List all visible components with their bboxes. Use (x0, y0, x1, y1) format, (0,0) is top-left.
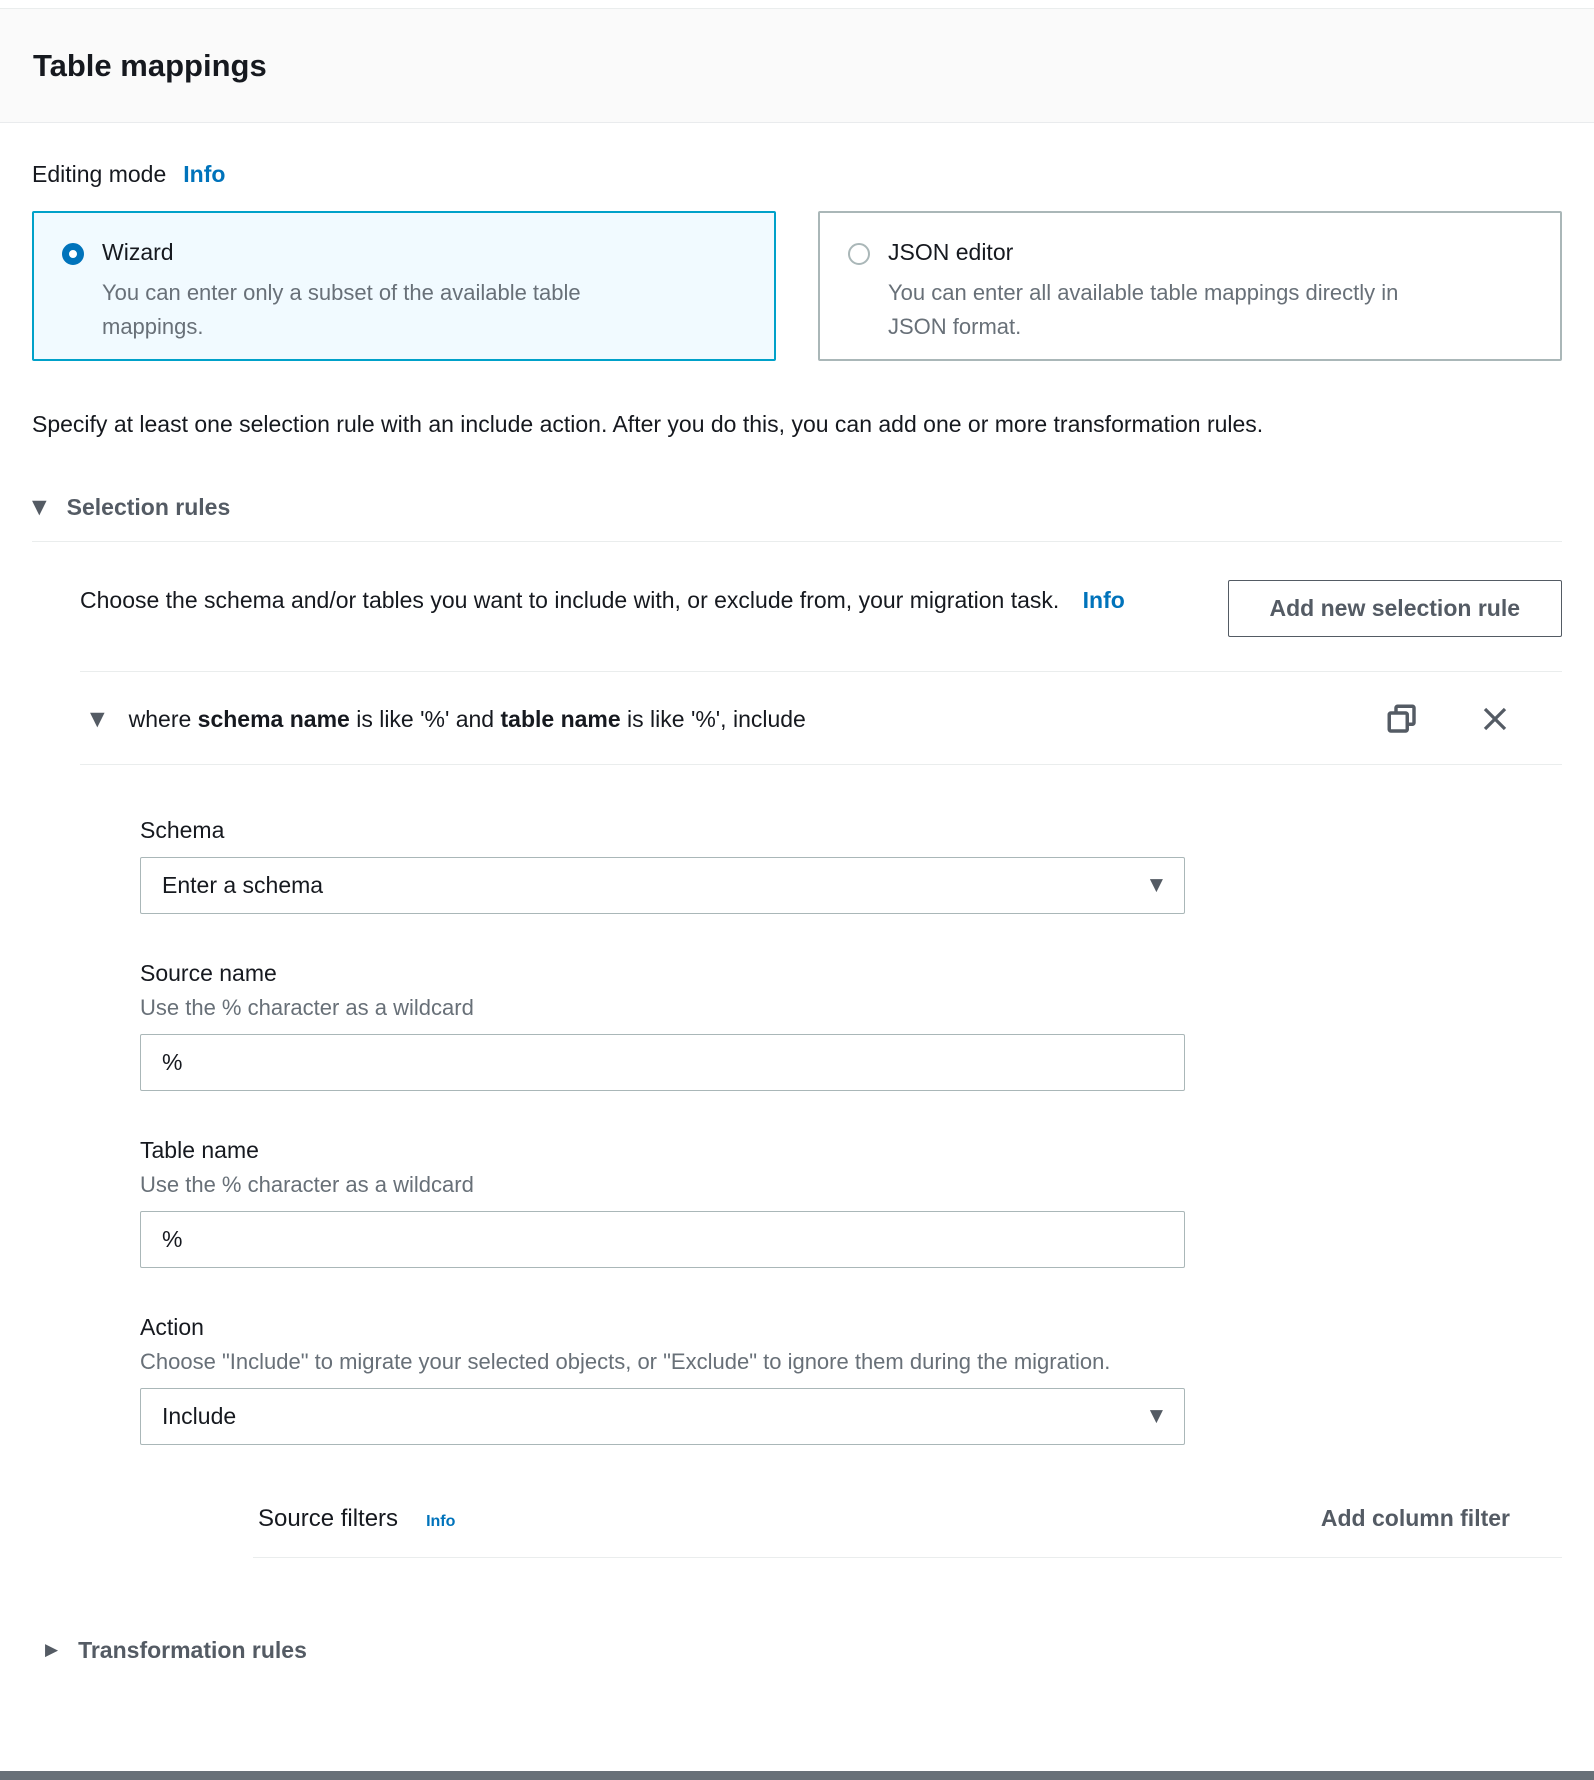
add-new-selection-rule-button[interactable]: Add new selection rule (1228, 580, 1563, 637)
editing-mode-options (32, 211, 1562, 361)
content (0, 161, 1594, 1666)
rule-actions (1384, 701, 1510, 737)
action-select-value: Include (162, 1403, 237, 1429)
wizard-card-content (102, 239, 662, 344)
divider (253, 1557, 1562, 1558)
close-icon (1480, 704, 1510, 734)
page-title: Table mappings (33, 47, 267, 83)
json-editor-option-label: JSON editor (888, 239, 1014, 265)
copy-icon (1384, 701, 1420, 737)
chevron-down-icon: ▼ (1149, 875, 1163, 895)
rule-schema-name: schema name (197, 705, 350, 732)
selection-rule-summary (129, 706, 806, 733)
source-filters-info-link[interactable]: Info (426, 1513, 456, 1530)
selection-rules-header[interactable] (32, 491, 1562, 523)
selection-rules-info-link[interactable]: Info (1082, 587, 1125, 613)
chevron-right-icon[interactable]: ▶ (45, 1639, 59, 1660)
editing-mode-option-wizard[interactable] (32, 211, 776, 361)
top-strip (0, 0, 1594, 8)
duplicate-rule-button[interactable] (1384, 701, 1420, 737)
editing-mode-info-link[interactable]: Info (183, 161, 226, 187)
source-name-group (140, 960, 1562, 1091)
source-filters-heading: Source filters (258, 1505, 399, 1532)
rule-text-part: where (128, 705, 198, 732)
chevron-down-icon[interactable]: ▼ (90, 707, 105, 730)
selection-rules-heading: Selection rules (66, 493, 231, 520)
editing-mode-label: Editing mode (32, 161, 167, 187)
intro-text: Specify at least one selection rule with an include action. After you do this, you can add one or more transformation rules. (32, 411, 1264, 437)
bottom-scrollbar[interactable] (0, 1771, 1594, 1780)
json-editor-card-content (888, 239, 1448, 344)
action-select[interactable] (140, 1388, 1185, 1445)
selection-rule-form (32, 817, 1562, 1445)
rule-text-part: is like '%', include (620, 705, 806, 732)
rule-text-part: is like '%' and (349, 705, 501, 732)
action-hint: Choose "Include" to migrate your selected objects, or "Exclude" to ignore them during the migration. (140, 1349, 1111, 1374)
divider (80, 671, 1562, 672)
wizard-option-label: Wizard (102, 239, 174, 265)
transformation-rules-header[interactable] (32, 1634, 1562, 1666)
radio-unselected-icon[interactable] (848, 243, 870, 265)
editing-mode-row (32, 161, 1562, 191)
selection-rules-description-text: Choose the schema and/or tables you want to include with, or exclude from, your migration task. (80, 587, 1060, 613)
rule-table-name: table name (500, 705, 621, 732)
table-name-label: Table name (140, 1137, 259, 1163)
schema-select-value: Enter a schema (162, 872, 324, 898)
source-filters-row (32, 1505, 1562, 1533)
json-editor-option-description: You can enter all available table mappings directly in JSON format. (888, 280, 1399, 339)
source-name-input[interactable] (140, 1034, 1185, 1091)
source-name-label: Source name (140, 960, 277, 986)
selection-rules-description-row (32, 580, 1562, 637)
editing-mode-option-json-editor[interactable] (818, 211, 1562, 361)
radio-selected-icon[interactable] (62, 243, 84, 265)
schema-label: Schema (140, 817, 225, 843)
chevron-down-icon[interactable]: ▼ (32, 495, 47, 518)
selection-rules-description (80, 580, 1226, 620)
add-column-filter-button[interactable]: Add column filter (1320, 1505, 1510, 1531)
table-name-input[interactable] (140, 1211, 1185, 1268)
chevron-down-icon: ▼ (1149, 1406, 1163, 1426)
table-name-group (140, 1137, 1562, 1268)
action-group (140, 1314, 1562, 1445)
schema-group (140, 817, 1562, 914)
wizard-option-description: You can enter only a subset of the available table mappings. (102, 280, 581, 339)
divider (80, 764, 1562, 765)
section-header-bar (0, 8, 1594, 123)
selection-rule-row (32, 694, 1562, 744)
table-name-hint: Use the % character as a wildcard (140, 1172, 474, 1197)
source-name-hint: Use the % character as a wildcard (140, 995, 474, 1020)
remove-rule-button[interactable] (1480, 704, 1510, 734)
schema-select[interactable] (140, 857, 1185, 914)
divider (32, 541, 1562, 542)
transformation-rules-heading: Transformation rules (78, 1636, 307, 1663)
action-label: Action (140, 1314, 204, 1340)
